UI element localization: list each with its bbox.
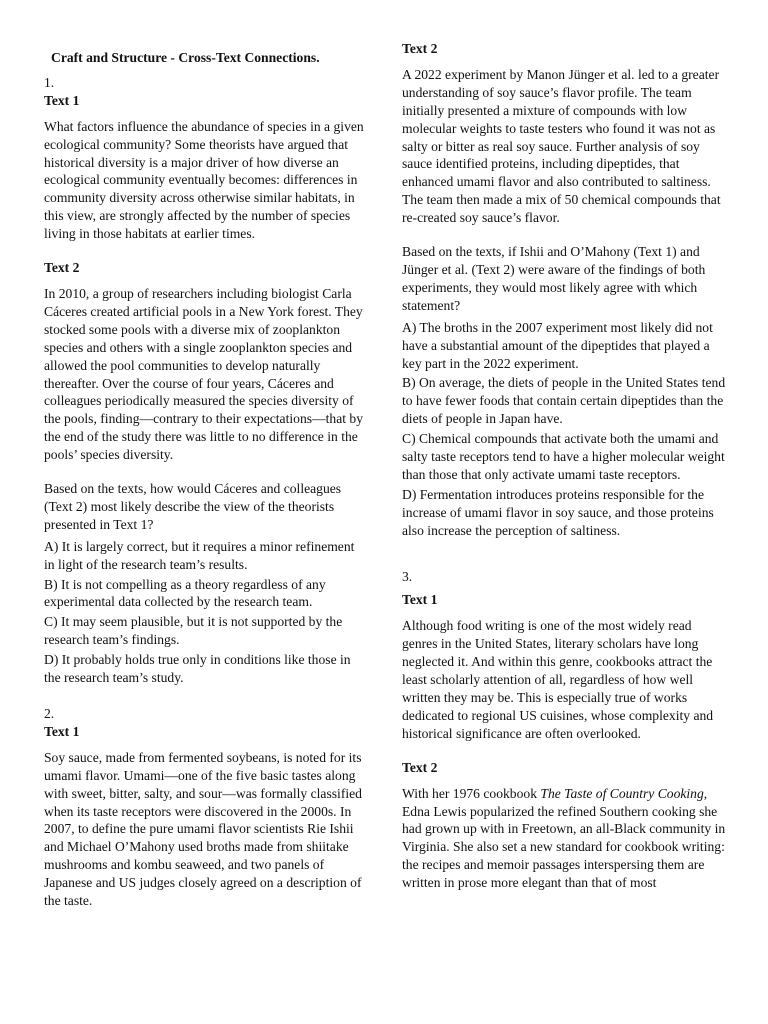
- q2-text1-heading: Text 1: [44, 723, 80, 739]
- q1-option-d[interactable]: D) It probably holds true only in conditions like those in the research team’s study.: [44, 652, 351, 686]
- q2-text2-passage: A 2022 experiment by Manon Jünger et al. led to a greater understanding of soy sauce’s flavor profile. The team initially presented a mixture of compounds with low molecular weights to taste testers who found it was not as salty or bitter as real soy sauce. Further analysis of soy sauce identified proteins, including dipeptides, that enhanced umami flavor and also contributed to saltiness. The team then made a mix of 50 chemical compounds that re-created soy sauce’s flavor.: [402, 66, 721, 226]
- q1-text1-heading: Text 1: [44, 92, 80, 108]
- q1-option-a[interactable]: A) It is largely correct, but it requires a minor refinement in light of the research team’s results.: [44, 538, 355, 572]
- left-column: [44, 0, 366, 910]
- q1-text1-passage: What factors influence the abundance of species in a given ecological community? Some theorists have argued that historical diversity is a major driver of how diverse an ecological community eventually becomes: differences in community diversity across otherwise similar habitats, in this view, are strongly affected by the number of species living in those habitats at earlier times.: [44, 118, 364, 242]
- q3-text1-passage: Although food writing is one of the most widely read genres in the United States, literary scholars have long neglected it. And within this genre, cookbooks attract the least scholarly attention of all, regardless of how well written they may be. This is especially true of works dedicated to regional US cuisines, whose complexity and historical significance are often overlooked.: [402, 618, 714, 741]
- q3-text2-post: , Edna Lewis popularized the refined Southern cooking she had grown up with in Freetown, an all-Black community in Virginia. She also set a new standard for cookbook writing: the recipes and memoir passages interspersing them are written in prose more elegant than that of most: [402, 785, 726, 891]
- q2-text1-passage: Soy sauce, made from fermented soybeans, is noted for its umami flavor. Umami—one of the five basic tastes along with sweet, bitter, salty, and sour—was formally classified when its taste receptors were discovered in the 2000s. In 2007, to define the pure umami flavor scientists Rie Ishii and Michael O’Mahony used broths made from shiitake mushrooms and kombu seaweed, and two panels of Japanese and US judges closely agreed on a description of the taste.: [44, 749, 362, 909]
- q1-question: Based on the texts, how would Cáceres and colleagues (Text 2) most likely describe the view of the theorists presented in Text 1?: [44, 481, 342, 532]
- q3-text2-heading: Text 2: [402, 759, 438, 775]
- q1-option-c[interactable]: C) It may seem plausible, but it is not supported by the research team’s findings.: [44, 614, 343, 648]
- q3-book-title: The Taste of Country Cooking: [540, 785, 704, 801]
- question-2-number: 2.: [44, 706, 55, 721]
- q2-text2-heading: Text 2: [402, 41, 438, 56]
- q3-text1-heading: Text 1: [402, 592, 438, 608]
- page-title: Craft and Structure - Cross-Text Connections.: [51, 50, 320, 65]
- q2-question: Based on the texts, if Ishii and O’Mahony (Text 1) and Jünger et al. (Text 2) were aware of the findings of both experiments, they would most likely agree with which statement?: [402, 244, 706, 313]
- q2-option-c[interactable]: C) Chemical compounds that activate both the umami and salty taste receptors tend to have a higher molecular weight than those that only activate umami taste receptors.: [402, 431, 725, 482]
- q1-option-b[interactable]: B) It is not compelling as a theory regardless of any experimental data collected by the research team.: [44, 576, 326, 610]
- question-1-number: 1.: [44, 74, 55, 90]
- q1-text2-heading: Text 2: [44, 260, 80, 276]
- q2-option-d[interactable]: D) Fermentation introduces proteins responsible for the increase of umami flavor in soy sauce, and those proteins also increase the perception of saltiness.: [402, 486, 714, 538]
- q3-text2-passage: [402, 785, 728, 892]
- q3-text2-pre: With her 1976 cookbook: [402, 785, 541, 801]
- q1-text2-passage: In 2010, a group of researchers including biologist Carla Cáceres created artificial pools in a New York forest. They stocked some pools with a diverse mix of zooplankton species and others with a single zooplankton species and allowed the pool communities to develop naturally thereafter. Over the course of four years, Cáceres and colleagues periodically measured the species diversity of the pools, finding—contrary to their expectations—that by the end of the study there was little to no difference in the pools’ species diversity.: [44, 285, 364, 463]
- q2-option-a[interactable]: A) The broths in the 2007 experiment most likely did not have a substantial amount of the dipeptides that played a key part in the 2022 experiment.: [402, 319, 713, 371]
- right-column: [402, 0, 728, 892]
- question-3-number: 3.: [402, 568, 413, 584]
- q2-option-b[interactable]: B) On average, the diets of people in the United States tend to have fewer foods that contain certain dipeptides than the diets of people in Japan have.: [402, 375, 726, 427]
